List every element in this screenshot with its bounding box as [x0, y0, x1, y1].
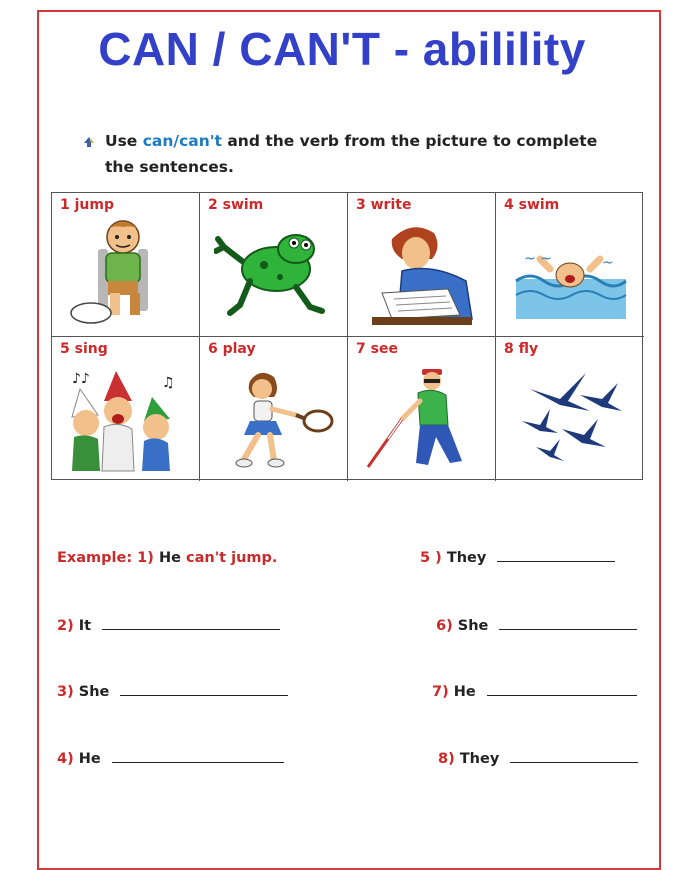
picture-label: 8 fly	[504, 341, 539, 357]
sentence-subject: They	[459, 751, 500, 767]
worksheet-title: CAN / CAN'T - abilility	[98, 23, 586, 75]
sentence-subject: They	[446, 550, 487, 566]
picture-label: 5 sing	[60, 341, 108, 357]
picture-grid	[51, 192, 643, 480]
picture-cell-1	[52, 193, 200, 337]
frog-icon	[214, 219, 334, 329]
picture-cell-4	[496, 193, 644, 337]
picture-label: 2 swim	[208, 197, 264, 213]
instruction	[83, 128, 643, 180]
answer-blank[interactable]	[499, 619, 637, 630]
picture-cell-5	[52, 337, 200, 481]
answer-blank[interactable]	[510, 752, 638, 763]
instruction-pre: Use	[105, 132, 138, 150]
sentence-number: 4)	[57, 751, 74, 767]
instruction-verb: can/can't	[142, 132, 222, 150]
picture-label: 1 jump	[60, 197, 114, 213]
blind-man-cane-icon	[362, 363, 482, 473]
svg-text:~: ~	[602, 255, 614, 271]
picture-cell-2	[200, 193, 348, 337]
picture-cell-3	[348, 193, 496, 337]
answer-blank[interactable]	[497, 551, 615, 562]
sentence-3	[57, 684, 288, 700]
sentence-number: 2)	[57, 618, 74, 634]
picture-cell-7	[348, 337, 496, 481]
elves-singing-icon	[66, 363, 186, 473]
example-subject: He	[158, 550, 181, 566]
instruction-line2: the sentences.	[105, 158, 234, 176]
sentence-number: 7)	[432, 684, 449, 700]
sentence-4	[57, 751, 284, 767]
svg-text:♪♪: ♪♪	[72, 371, 90, 387]
svg-text:~ ~: ~ ~	[524, 251, 552, 267]
example-answer: can't jump.	[186, 550, 278, 566]
picture-label: 3 write	[356, 197, 412, 213]
sentence-7	[432, 684, 637, 700]
injured-boy-crutches-icon	[66, 219, 186, 329]
girl-tennis-icon	[214, 363, 334, 473]
instruction-post: and the verb from the picture to complete	[227, 132, 598, 150]
sentence-number: 8)	[438, 751, 455, 767]
sentence-subject: He	[78, 751, 101, 767]
person-drowning-icon	[510, 219, 630, 329]
sentence-subject: She	[457, 618, 489, 634]
woman-writing-icon	[362, 219, 482, 329]
answer-blank[interactable]	[102, 619, 280, 630]
sentence-8	[438, 751, 638, 767]
svg-text:♫: ♫	[162, 375, 175, 391]
picture-label: 6 play	[208, 341, 256, 357]
answer-blank[interactable]	[112, 752, 284, 763]
picture-cell-6	[200, 337, 348, 481]
example-sentence	[57, 550, 277, 566]
picture-cell-8	[496, 337, 644, 481]
swallows-flying-icon	[510, 363, 630, 473]
picture-label: 7 see	[356, 341, 398, 357]
sentence-number: 6)	[436, 618, 453, 634]
answer-blank[interactable]	[487, 685, 637, 696]
sentence-2	[57, 618, 280, 634]
example-prefix: Example: 1)	[57, 550, 154, 566]
answer-blank[interactable]	[120, 685, 288, 696]
sentence-5	[420, 550, 615, 566]
picture-label: 4 swim	[504, 197, 560, 213]
sentence-6	[436, 618, 637, 634]
sentence-subject: He	[453, 684, 476, 700]
sentence-number: 5 )	[420, 550, 442, 566]
sentence-subject: She	[78, 684, 110, 700]
sentence-subject: It	[78, 618, 92, 634]
sentence-number: 3)	[57, 684, 74, 700]
arrow-bullet-icon	[83, 136, 95, 148]
